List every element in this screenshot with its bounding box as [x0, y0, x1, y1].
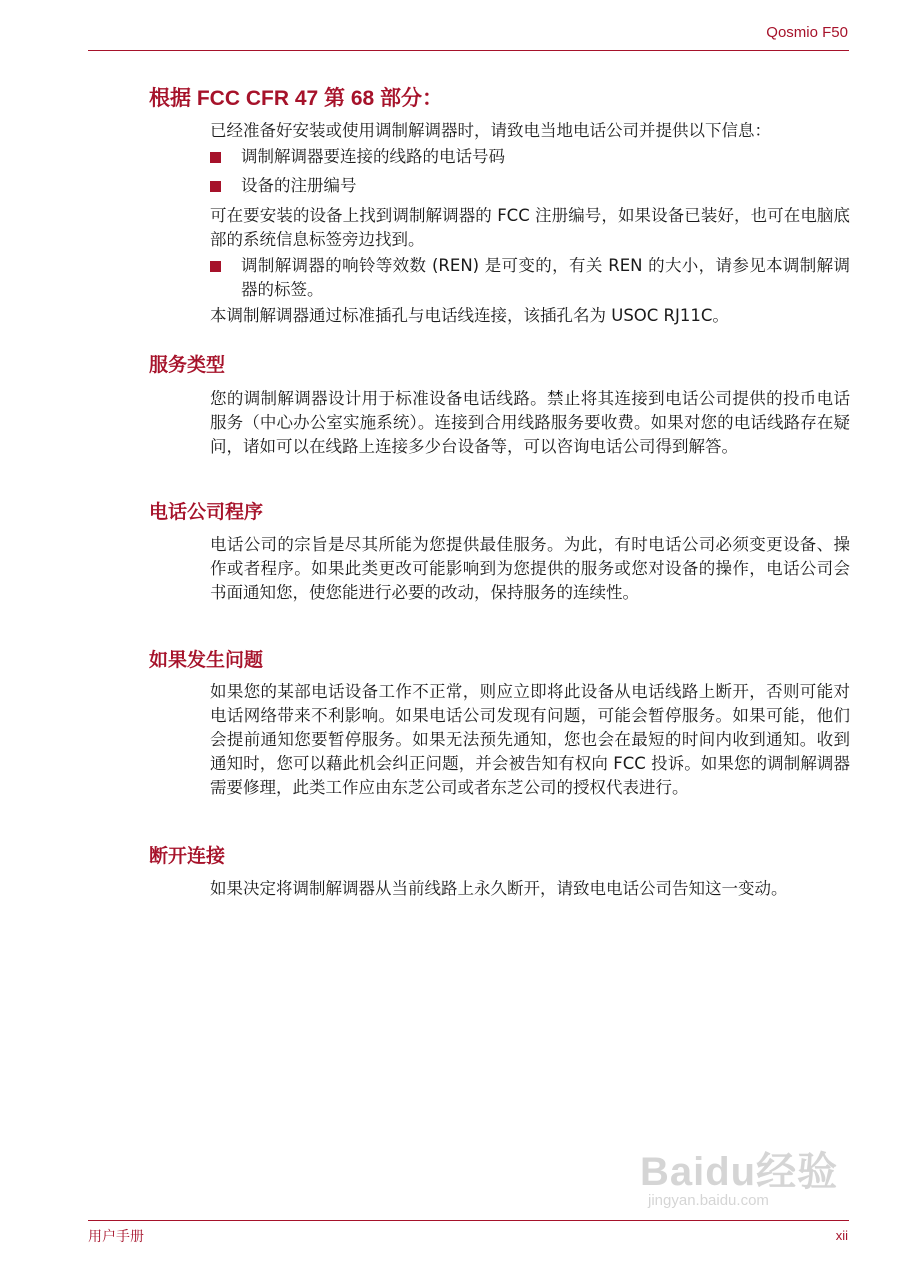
intro-paragraph: 已经准备好安装或使用调制解调器时，请致电当地电话公司并提供以下信息：: [210, 121, 771, 140]
header-rule: [88, 50, 849, 51]
bullet-item-phone-number: [210, 145, 850, 169]
section-heading-fcc: 根据 FCC CFR 47 第 68 部分：: [149, 87, 444, 110]
bullet-text: 调制解调器的响铃等效数 (REN) 是可变的，有关 REN 的大小，请参见本调制解调器的标签。: [241, 256, 850, 299]
jack-paragraph: 本调制解调器通过标准插孔与电话线连接，该插孔名为 USOC RJ11C。: [210, 306, 729, 325]
bullet-square-icon: [210, 152, 221, 163]
baidu-watermark: [640, 1140, 860, 1230]
bullet-square-icon: [210, 261, 221, 272]
section-heading-disconnect: 断开连接: [149, 846, 226, 867]
running-header-title: Qosmio F50: [766, 24, 848, 41]
bullet-text: 调制解调器要连接的线路的电话号码: [241, 147, 505, 166]
page-number: xii: [835, 1228, 848, 1243]
watermark-logo: Baidu经验: [640, 1150, 839, 1194]
section-heading-phone-company: 电话公司程序: [149, 502, 264, 523]
section-heading-service-type: 服务类型: [149, 355, 226, 376]
bullet-square-icon: [210, 181, 221, 192]
section-heading-problems: 如果发生问题: [149, 650, 264, 671]
bullet-item-registration: [210, 174, 850, 198]
section-body-phone-company: 电话公司的宗旨是尽其所能为您提供最佳服务。为此，有时电话公司必须变更设备、操作或者程序。如果此类更改可能影响到为您提供的服务或您对设备的操作，电话公司会书面通知您，使您能进行必要的改动，保持服务的连续性。: [210, 535, 850, 602]
registration-note: 可在要安装的设备上找到调制解调器的 FCC 注册编号，如果设备已装好，也可在电脑底部的系统信息标签旁边找到。: [210, 206, 850, 249]
footer-label: 用户手册: [88, 1229, 144, 1245]
footer-rule: [88, 1220, 849, 1221]
section-body-problems: 如果您的某部电话设备工作不正常，则应立即将此设备从电话线路上断开，否则可能对电话网络带来不利影响。如果电话公司发现有问题，可能会暂停服务。如果可能，他们会提前通知您要暂停服务。如果无法预先通知，您也会在最短的时间内收到通知。收到通知时，您可以藉此机会纠正问题，并会被告知有权向 FCC 投诉。如果您的调制解调器需要修理，此类工作应由东芝公司或者东芝公司的授权代表进行。: [210, 682, 850, 797]
section-body-service-type: 您的调制解调器设计用于标准设备电话线路。禁止将其连接到电话公司提供的投币电话服务（中心办公室实施系统）。连接到合用线路服务要收费。如果对您的电话线路存在疑问，诸如可以在线路上连接多少台设备等，可以咨询电话公司得到解答。: [210, 389, 850, 456]
bullet-item-ren: [210, 254, 850, 302]
section-body-disconnect: 如果决定将调制解调器从当前线路上永久断开，请致电电话公司告知这一变动。: [210, 879, 788, 898]
watermark-url: jingyan.baidu.com: [648, 1192, 769, 1209]
bullet-text: 设备的注册编号: [241, 176, 357, 195]
